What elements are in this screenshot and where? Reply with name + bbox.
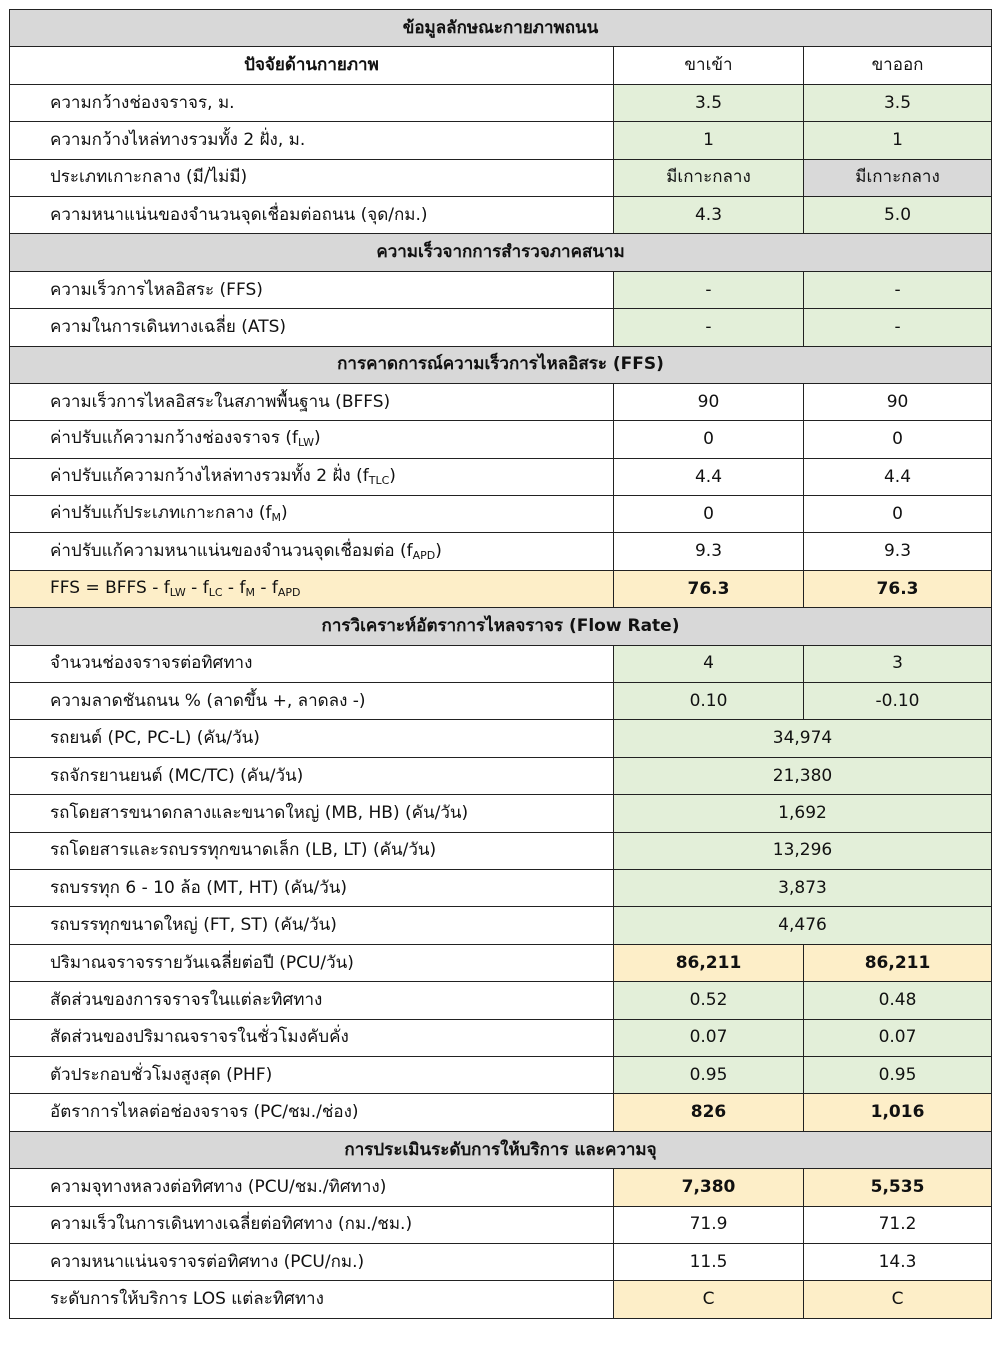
row-label [10,496,614,533]
row-label: รถโดยสารขนาดกลางและขนาดใหญ่ (MB, HB) (คัน/วัน) [10,795,614,832]
inbound-value: 4.4 [614,458,804,495]
table-row [10,645,992,682]
label-tail: ) [314,428,321,449]
row-label: ระดับการให้บริการ LOS แต่ละทิศทาง [10,1281,614,1318]
row-label: รถบรรทุกขนาดใหญ่ (FT, ST) (คัน/วัน) [10,907,614,944]
inbound-value: 9.3 [614,533,804,570]
outbound-ffs-result: 76.3 [804,570,992,607]
table-row [10,795,992,832]
outbound-value: 71.2 [804,1206,992,1243]
formula-part: FFS = BFFS - f [50,578,170,598]
section-title: การคาดการณ์ความเร็วการไหลอิสระ (FFS) [10,346,992,383]
table-row [10,458,992,495]
outbound-value[interactable]: 3.5 [804,84,992,121]
row-label: ความเร็วการไหลอิสระในสภาพพื้นฐาน (BFFS) [10,383,614,420]
section-los [10,1131,992,1168]
row-label: ตัวประกอบชั่วโมงสูงสุด (PHF) [10,1056,614,1093]
combined-value[interactable]: 3,873 [614,869,992,906]
row-label: ความลาดชันถนน % (ลาดขึ้น +, ลาดลง -) [10,683,614,720]
header-row [10,47,992,84]
label-text: ค่าปรับแก้ความกว้างช่องจราจร (f [50,428,299,449]
label-text: ค่าปรับแก้ความกว้างไหล่ทางรวมทั้ง 2 ฝั่ง (f [50,465,369,486]
section-title: ข้อมูลลักษณะกายภาพถนน [10,10,992,47]
road-analysis-table-container [9,9,991,1319]
row-label: ความหนาแน่นของจำนวนจุดเชื่อมต่อถนน (จุด/กม.) [10,196,614,233]
section-field-speed [10,234,992,271]
label-tail: ) [281,503,288,524]
row-label: จำนวนช่องจราจรต่อทิศทาง [10,645,614,682]
combined-value[interactable]: 21,380 [614,757,992,794]
outbound-value[interactable]: 3 [804,645,992,682]
row-label: รถยนต์ (PC, PC-L) (คัน/วัน) [10,720,614,757]
row-label: อัตราการไหลต่อช่องจราจร (PC/ชม./ช่อง) [10,1094,614,1131]
table-row [10,1281,992,1318]
combined-value[interactable]: 1,692 [614,795,992,832]
table-row [10,271,992,308]
section-title: การประเมินระดับการให้บริการ และความจุ [10,1131,992,1168]
outbound-result: 1,016 [804,1094,992,1131]
formula-subscript: LC [208,586,223,599]
table-row [10,832,992,869]
row-label: ความเร็วการไหลอิสระ (FFS) [10,271,614,308]
outbound-value: 0 [804,496,992,533]
section-title: การวิเคราะห์อัตราการไหลจราจร (Flow Rate) [10,608,992,645]
table-row [10,159,992,196]
table-row [10,309,992,346]
inbound-result: 7,380 [614,1169,804,1206]
inbound-value[interactable]: - [614,271,804,308]
row-label: รถจักรยานยนต์ (MC/TC) (คัน/วัน) [10,757,614,794]
outbound-value: 0 [804,421,992,458]
table-row [10,1169,992,1206]
inbound-result: 826 [614,1094,804,1131]
row-label: ความหนาแน่นจราจรต่อทิศทาง (PCU/กม.) [10,1243,614,1280]
inbound-value[interactable]: 0.52 [614,982,804,1019]
formula-part: - f [254,578,278,598]
row-label: สัดส่วนของปริมาณจราจรในชั่วโมงคับคั่ง [10,1019,614,1056]
section-title: ความเร็วจากการสำรวจภาคสนาม [10,234,992,271]
row-label: ความในการเดินทางเฉลี่ย (ATS) [10,309,614,346]
outbound-value[interactable]: 0.07 [804,1019,992,1056]
table-row [10,533,992,570]
table-row [10,84,992,121]
table-row [10,1206,992,1243]
formula-part: - f [222,578,246,598]
row-label: ความกว้างช่องจราจร, ม. [10,84,614,121]
road-analysis-table [9,9,992,1319]
table-row [10,1243,992,1280]
table-row [10,1056,992,1093]
outbound-value[interactable]: -0.10 [804,683,992,720]
table-row [10,944,992,981]
table-row [10,421,992,458]
table-row [10,1094,992,1131]
table-row [10,720,992,757]
formula-subscript: LW [169,586,186,599]
table-row [10,907,992,944]
formula-part: - f [185,578,209,598]
inbound-value[interactable]: 4 [614,645,804,682]
outbound-value: 90 [804,383,992,420]
table-row [10,383,992,420]
table-row [10,196,992,233]
formula-subscript: APD [277,586,301,599]
table-row [10,1019,992,1056]
outbound-result: 5,535 [804,1169,992,1206]
row-label: รถโดยสารและรถบรรทุกขนาดเล็ก (LB, LT) (คัน/วัน) [10,832,614,869]
inbound-ffs-result: 76.3 [614,570,804,607]
inbound-value[interactable]: 1 [614,122,804,159]
table-row [10,122,992,159]
row-label: ความกว้างไหล่ทางรวมทั้ง 2 ฝั่ง, ม. [10,122,614,159]
formula-subscript: M [245,586,255,599]
row-label: สัดส่วนของการจราจรในแต่ละทิศทาง [10,982,614,1019]
outbound-result: 86,211 [804,944,992,981]
inbound-value[interactable]: 0.10 [614,683,804,720]
inbound-value[interactable]: 0.07 [614,1019,804,1056]
row-label: ประเภทเกาะกลาง (มี/ไม่มี) [10,159,614,196]
inbound-median-select[interactable]: มีเกาะกลาง [614,159,804,196]
inbound-value[interactable]: 4.3 [614,196,804,233]
label-subscript: LW [298,436,315,450]
row-label [10,533,614,570]
row-label: รถบรรทุก 6 - 10 ล้อ (MT, HT) (คัน/วัน) [10,869,614,906]
section-ffs-forecast [10,346,992,383]
label-tail: ) [435,540,442,561]
outbound-value: 4.4 [804,458,992,495]
row-label [10,458,614,495]
combined-value[interactable]: 4,476 [614,907,992,944]
outbound-value[interactable]: - [804,271,992,308]
label-tail: ) [389,465,396,486]
row-label: ความเร็วในการเดินทางเฉลี่ยต่อทิศทาง (กม./ชม.) [10,1206,614,1243]
table-row [10,869,992,906]
row-label: ปริมาณจราจรรายวันเฉลี่ยต่อปี (PCU/วัน) [10,944,614,981]
outbound-value[interactable]: 0.48 [804,982,992,1019]
table-row [10,757,992,794]
inbound-value: 71.9 [614,1206,804,1243]
outbound-value[interactable]: 0.95 [804,1056,992,1093]
label-subscript: APD [412,548,436,562]
outbound-value[interactable]: 1 [804,122,992,159]
table-row [10,496,992,533]
inbound-value: 90 [614,383,804,420]
section-flow-rate [10,608,992,645]
inbound-value: 0 [614,496,804,533]
inbound-value[interactable]: 3.5 [614,84,804,121]
row-label: ความจุทางหลวงต่อทิศทาง (PCU/ชม./ทิศทาง) [10,1169,614,1206]
inbound-value: 11.5 [614,1243,804,1280]
outbound-los: C [804,1281,992,1318]
outbound-value: 9.3 [804,533,992,570]
combined-value[interactable]: 13,296 [614,832,992,869]
section-road-info [10,10,992,47]
label-subscript: M [271,511,282,525]
header-outbound: ขาออก [804,47,992,84]
label-text: ค่าปรับแก้ความหนาแน่นของจำนวนจุดเชื่อมต่อ (f [50,540,413,561]
inbound-value[interactable]: 0.95 [614,1056,804,1093]
outbound-value: 14.3 [804,1243,992,1280]
inbound-value[interactable]: - [614,309,804,346]
ffs-formula-label [10,570,614,607]
ffs-result-row [10,570,992,607]
row-label [10,421,614,458]
header-inbound: ขาเข้า [614,47,804,84]
table-row [10,683,992,720]
inbound-los: C [614,1281,804,1318]
header-factor: ปัจจัยด้านกายภาพ [10,47,614,84]
table-row [10,982,992,1019]
inbound-result: 86,211 [614,944,804,981]
inbound-value: 0 [614,421,804,458]
label-subscript: TLC [368,473,390,487]
outbound-value[interactable]: - [804,309,992,346]
combined-value[interactable]: 34,974 [614,720,992,757]
outbound-median-select[interactable]: มีเกาะกลาง [804,159,992,196]
outbound-value[interactable]: 5.0 [804,196,992,233]
label-text: ค่าปรับแก้ประเภทเกาะกลาง (f [50,503,272,524]
